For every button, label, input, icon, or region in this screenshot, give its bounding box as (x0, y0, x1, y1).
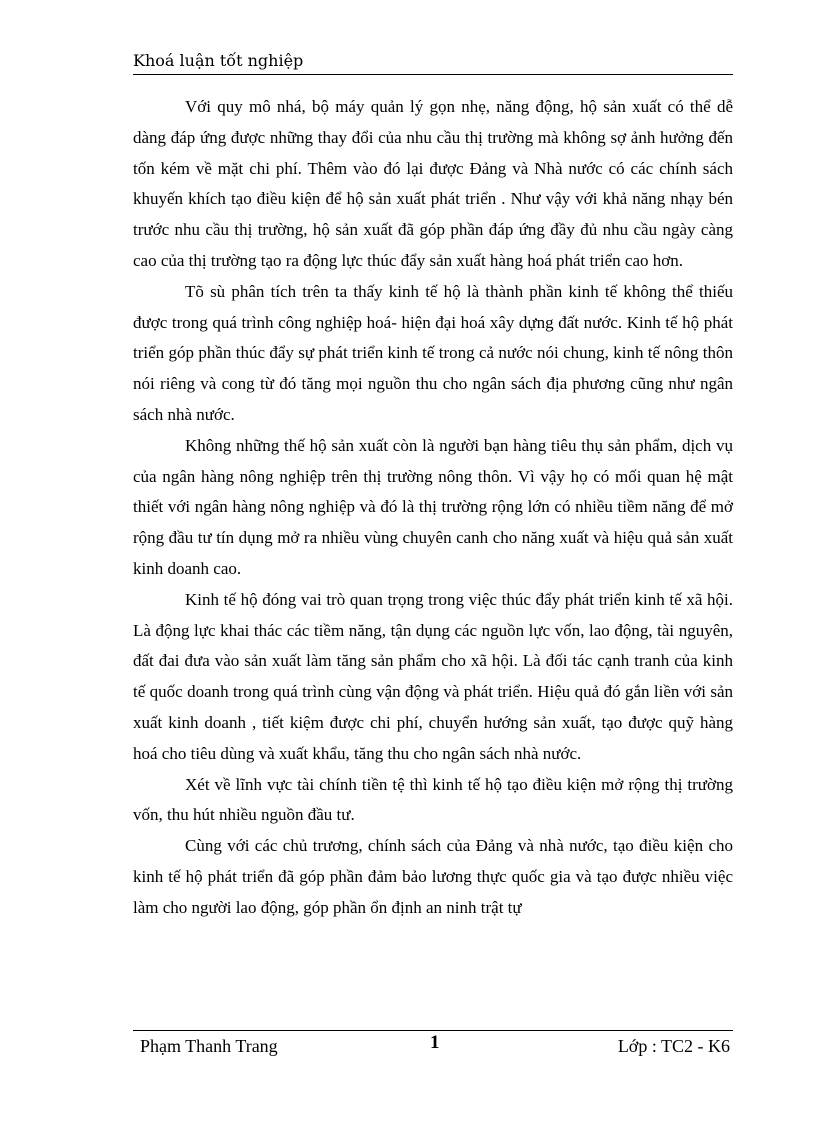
paragraph-4: Kinh tế hộ đóng vai trò quan trọng trong việc thúc đẩy phát triển kinh tế xã hội. Là động lực khai thác các tiềm năng, tận dụng các nguồn lực vốn, lao động, tài nguyên, đất đai đưa vào sản xuất làm tăng sản phẩm cho xã hội. Là đối tác cạnh tranh của kinh tế quốc doanh trong quá trình cùng vận động và phát triển. Hiệu quả đó gắn liền với sản xuất kinh doanh , tiết kiệm được chi phí, chuyển hướng sản xuất, tạo được quỹ hàng hoá cho tiêu dùng và xuất khẩu, tăng thu cho ngân sách nhà nước. (133, 589, 733, 763)
footer-divider (133, 1030, 733, 1031)
document-body (133, 92, 733, 924)
page-header-title: Khoá luận tốt nghiệp (133, 51, 304, 70)
footer-class: Lớp : TC2 - K6 (617, 1036, 730, 1056)
header-divider (133, 74, 733, 75)
paragraph-3: Không những thế hộ sản xuất còn là người bạn hàng tiêu thụ sản phẩm, dịch vụ của ngân hàng nông nghiệp trên thị trường nông thôn. Vì vậy họ có mối quan hệ mật thiết với ngân hàng nông nghiệp và đó là thị trường rộng lớn có nhiều tiềm năng để mở rộng đầu tư tín dụng mở ra nhiều vùng chuyên canh cho năng xuất và hiệu quả sản xuất kinh doanh cao. (133, 435, 733, 578)
paragraph-6: Cùng với các chủ trương, chính sách của Đảng và nhà nước, tạo điều kiện cho kinh tế hộ phát triển đã góp phần đảm bảo lương thực quốc gia và tạo được nhiều việc làm cho người lao động, góp phần ổn định an ninh trật tự (133, 836, 733, 917)
paragraph-2: Tõ sù phân tích trên ta thấy kinh tế hộ là thành phần kinh tế không thể thiếu được trong quá trình công nghiệp hoá- hiện đại hoá xây dựng đất nước. Kinh tế hộ phát triển góp phần thúc đẩy sự phát triển kinh tế trong cả nước nói chung, kinh tế nông thôn nói riêng và cong từ đó tăng mọi nguồn thu cho ngân sách địa phương cũng như ngân sách nhà nước. (133, 281, 733, 424)
paragraph-5: Xét về lĩnh vực tài chính tiền tệ thì kinh tế hộ tạo điều kiện mở rộng thị trường vốn, thu hút nhiều nguồn đầu tư. (133, 774, 733, 825)
page-number: 1 (430, 1032, 440, 1053)
paragraph-1: Với quy mô nhá, bộ máy quản lý gọn nhẹ, năng động, hộ sản xuất có thể dễ dàng đáp ứng được những thay đổi của nhu cầu thị trường mà không sợ ảnh hưởng đến tốn kém về mặt chi phí. Thêm vào đó lại được Đảng và Nhà nước có các chính sách khuyến khích tạo điều kiện để hộ sản xuất phát triển . Như vậy với khả năng nhạy bén trước nhu cầu thị trường, hộ sản xuất đã góp phần đáp ứng đầy đủ nhu cầu ngày càng cao của thị trường tạo ra động lực thúc đẩy sản xuất hàng hoá phát triển cao hơn. (133, 97, 733, 270)
footer-author: Phạm Thanh Trang (140, 1036, 278, 1056)
